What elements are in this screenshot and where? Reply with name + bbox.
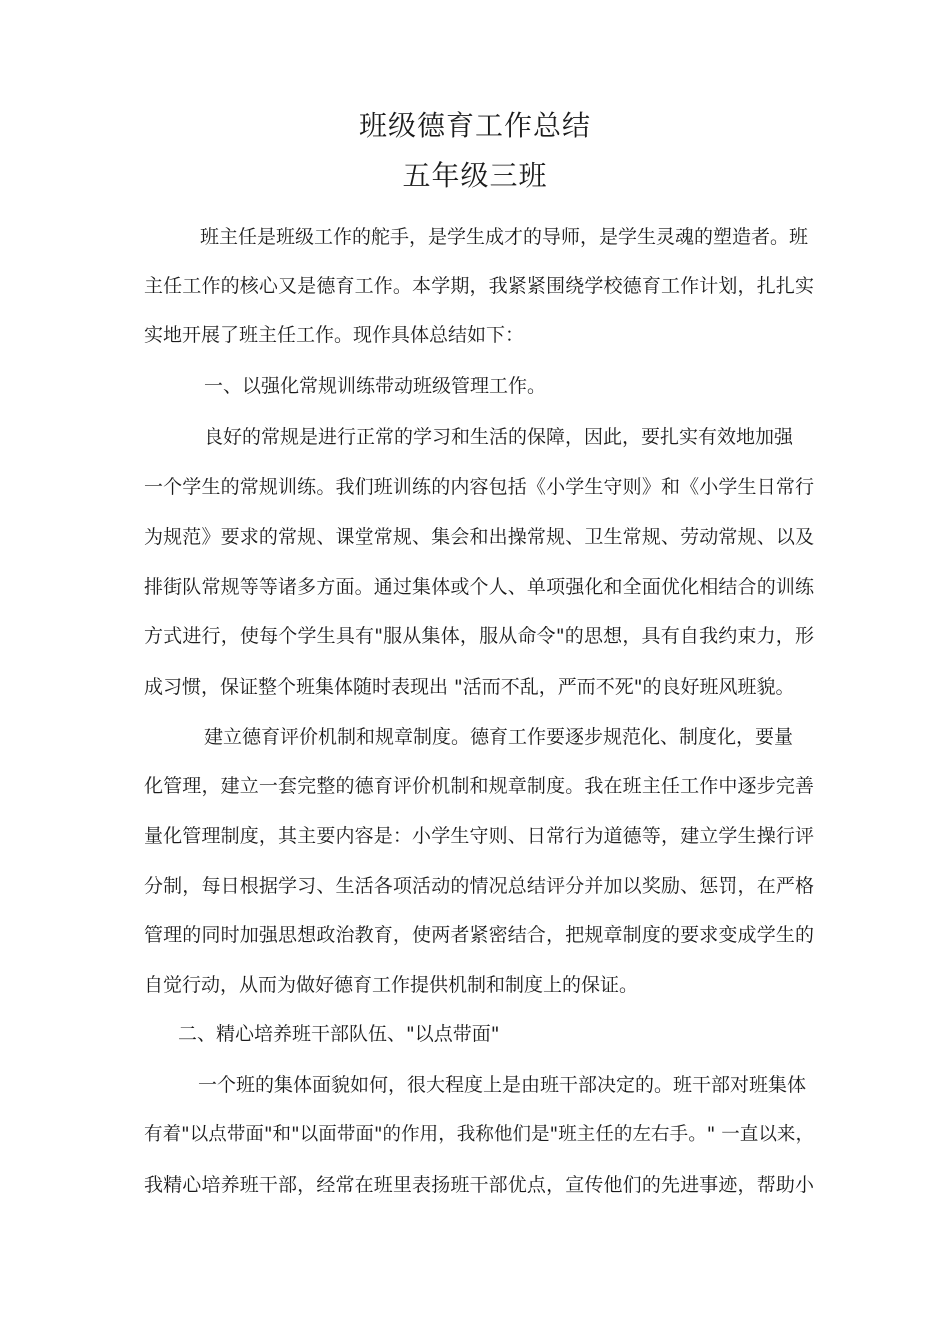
paragraph-line: 实地开展了班主任工作。现作具体总结如下： <box>144 324 525 346</box>
paragraph-line: 建立德育评价机制和规章制度。德育工作要逐步规范化、制度化，要量 <box>204 726 794 748</box>
section-heading: 二、精心培养班干部队伍、"以点带面" <box>178 1023 500 1045</box>
paragraph-line: 方式进行，使每个学生具有"服从集体，服从命令"的思想，具有自我约束力，形 <box>144 625 814 647</box>
paragraph-line: 一个班的集体面貌如何，很大程度上是由班干部决定的。班干部对班集体 <box>198 1074 807 1096</box>
paragraph-line: 有着"以点带面"和"以面带面"的作用，我称他们是"班主任的左右手。" 一直以来， <box>144 1124 814 1145</box>
paragraph-line: 量化管理制度，其主要内容是：小学生守则、日常行为道德等，建立学生操行评 <box>144 825 814 847</box>
paragraph-line: 化管理，建立一套完整的德育评价机制和规章制度。我在班主任工作中逐步完善 <box>144 775 814 797</box>
section-heading: 一、以强化常规训练带动班级管理工作。 <box>204 375 547 397</box>
paragraph-line: 良好的常规是进行正常的学习和生活的保障，因此，要扎实有效地加强 <box>204 426 794 448</box>
paragraph-line: 分制，每日根据学习、生活各项活动的情况总结评分并加以奖励、惩罚，在严格 <box>144 875 814 897</box>
paragraph-line: 我精心培养班干部，经常在班里表扬班干部优点，宣传他们的先进事迹，帮助小 <box>144 1174 814 1196</box>
paragraph-line: 班主任是班级工作的舵手，是学生成才的导师，是学生灵魂的塑造者。班 <box>200 226 809 248</box>
paragraph-line: 一个学生的常规训练。我们班训练的内容包括《小学生守则》和《小学生日常行 <box>144 476 814 498</box>
paragraph-line: 自觉行动，从而为做好德育工作提供机制和制度上的保证。 <box>144 974 639 996</box>
document-title: 班级德育工作总结 <box>358 109 591 142</box>
paragraph-line: 排街队常规等等诸多方面。通过集体或个人、单项强化和全面优化相结合的训练 <box>144 576 814 598</box>
paragraph-line: 管理的同时加强思想政治教育，使两者紧密结合，把规章制度的要求变成学生的 <box>144 924 814 946</box>
paragraph-line: 主任工作的核心又是德育工作。本学期，我紧紧围绕学校德育工作计划，扎扎实 <box>144 275 814 297</box>
paragraph-line: 成习惯，保证整个班集体随时表现出 "活而不乱，严而不死"的良好班风班貌。 <box>144 676 795 698</box>
document-subtitle: 五年级三班 <box>402 159 548 192</box>
paragraph-line: 为规范》要求的常规、课堂常规、集会和出操常规、卫生常规、劳动常规、以及 <box>144 526 814 548</box>
